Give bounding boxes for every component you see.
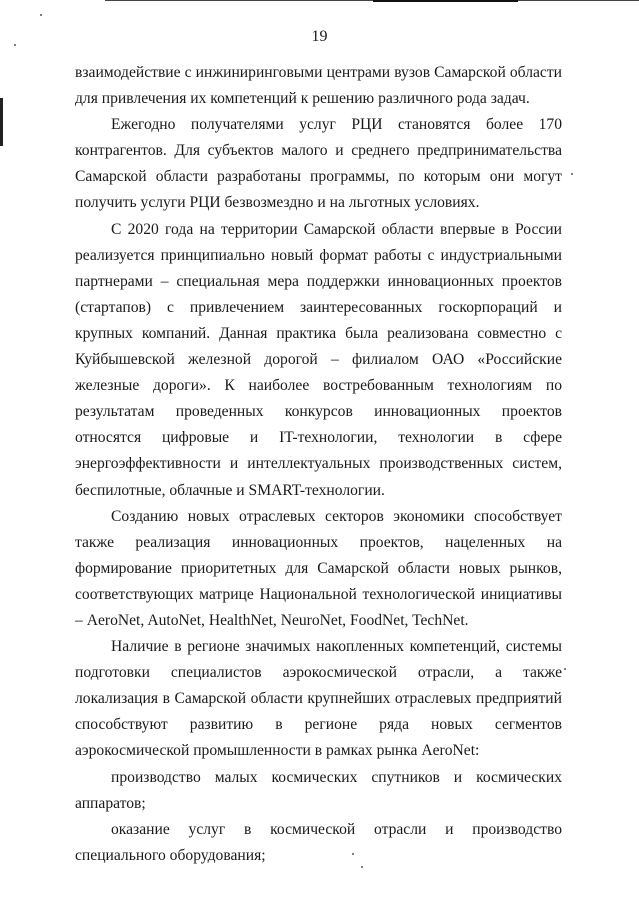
paragraph-5: Наличие в регионе значимых накопленных компетенций, системы подготовки специалистов аэрокосмической отрасли, а также локализация в Самарской области крупнейших отраслевых предприятий способствуют развитию в регионе ряда новых сегментов аэрокосмической промышленности в рамках рынка AeroNet: <box>75 638 562 760</box>
scan-speck <box>571 173 573 175</box>
paragraph-3: С 2020 года на территории Самарской области впервые в России реализуется принципиально новый формат работы с индустриальными партнерами – специальная мера поддержки инновационных проектов (стартапов) с привлечением заинтересованных госкорпораций и крупных компаний. Данная практика была реализована совместно с Куйбышевской железной дорогой – филиалом ОАО «Российские железные дороги». К наиболее востребованным технологиям по результатам проведенных конкурсов инновационных проектов относятся цифровые и IT-технологии, технологии в сфере энергоэффективности и интеллектуальных производственных систем, беспилотные, облачные и SMART-технологии. <box>75 220 562 499</box>
document-body <box>75 60 562 869</box>
paragraph-4: Созданию новых отраслевых секторов экономики способствует также реализация инновационных проектов, нацеленных на формирование приоритетных для Самарской области новых рынков, соответствующих матрице Национальной технологической инициативы – AeroNet, AutoNet, HealthNet, NeuroNet, FoodNet, TechNet. <box>75 507 562 629</box>
scan-margin-mark <box>0 98 3 146</box>
scan-speck <box>40 14 42 16</box>
scan-top-edge-line <box>105 0 639 1</box>
paragraph-2: Ежегодно получателями услуг РЦИ становятся более 170 контрагентов. Для субъектов малого и среднего предпринимательства Самарской области разработаны программы, по которым они могут получить услуги РЦИ безвозмездно и на льготных условиях. <box>75 116 562 212</box>
list-item-space-services: оказание услуг в космической отрасли и производство специального оборудования; <box>75 820 562 864</box>
page-number: 19 <box>311 28 328 45</box>
list-item-small-satellites: производство малых космических спутников и космических аппаратов; <box>75 768 562 812</box>
paragraph-1: взаимодействие с инжиниринговыми центрами вузов Самарской области для привлечения их компетенций к решению различного рода задач. <box>75 64 562 108</box>
scan-speck <box>564 668 566 670</box>
scan-top-edge-line-dark <box>373 0 518 2</box>
